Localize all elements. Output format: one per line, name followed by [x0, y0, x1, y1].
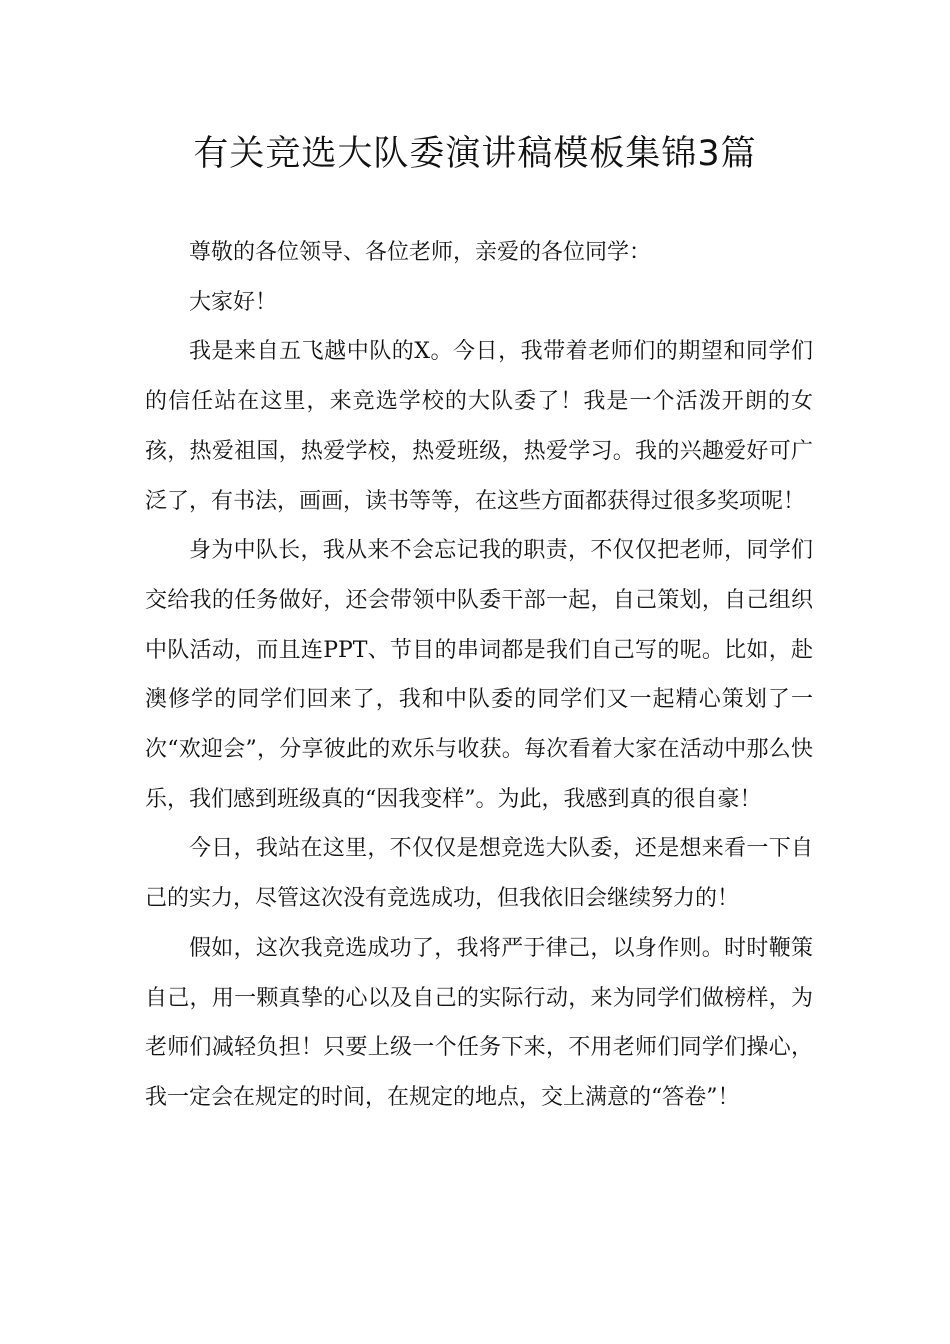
paragraph-duties: 身为中队长，我从来不会忘记我的职责，不仅仅把老师，同学们交给我的任务做好，还会带领中队委干部一起，自己策划，自己组织中队活动，而且连PPT、节目的串词都是我们自己写的呢。比如，赴澳修学的同学们回来了，我和中队委的同学们又一起精心策划了一次“欢迎会”，分享彼此的欢乐与收获。每次看着大家在活动中那么快乐，我们感到班级真的“因我变样”。为此，我感到真的很自豪！: [145, 538, 813, 812]
paragraph-purpose: 今日，我站在这里，不仅仅是想竞选大队委，还是想来看一下自己的实力，尽管这次没有竞选成功，但我依旧会继续努力的！: [145, 836, 813, 912]
paragraph-commitment: 假如，这次我竞选成功了，我将严于律己，以身作则。时时鞭策自己，用一颗真挚的心以及自己的实际行动，来为同学们做榜样，为老师们减轻负担！只要上级一个任务下来，不用老师们同学们操心，我一定会在规定的时间，在规定的地点，交上满意的“答卷”！: [145, 935, 813, 1110]
paragraph-greeting: 大家好！: [189, 289, 278, 315]
paragraph-salutation: 尊敬的各位领导、各位老师，亲爱的各位同学：: [189, 240, 652, 265]
paragraph-introduction: 我是来自五飞越中队的X。今日，我带着老师们的期望和同学们的信任站在这里，来竞选学校的大队委了！我是一个活泼开朗的女孩，热爱祖国，热爱学校，热爱班级，热爱学习。我的兴趣爱好可广泛了，有书法，画画，读书等等，在这些方面都获得过很多奖项呢！: [145, 339, 813, 514]
document-title: 有关竞选大队委演讲稿模板集锦3篇: [193, 134, 757, 174]
document-body: [145, 228, 813, 1123]
